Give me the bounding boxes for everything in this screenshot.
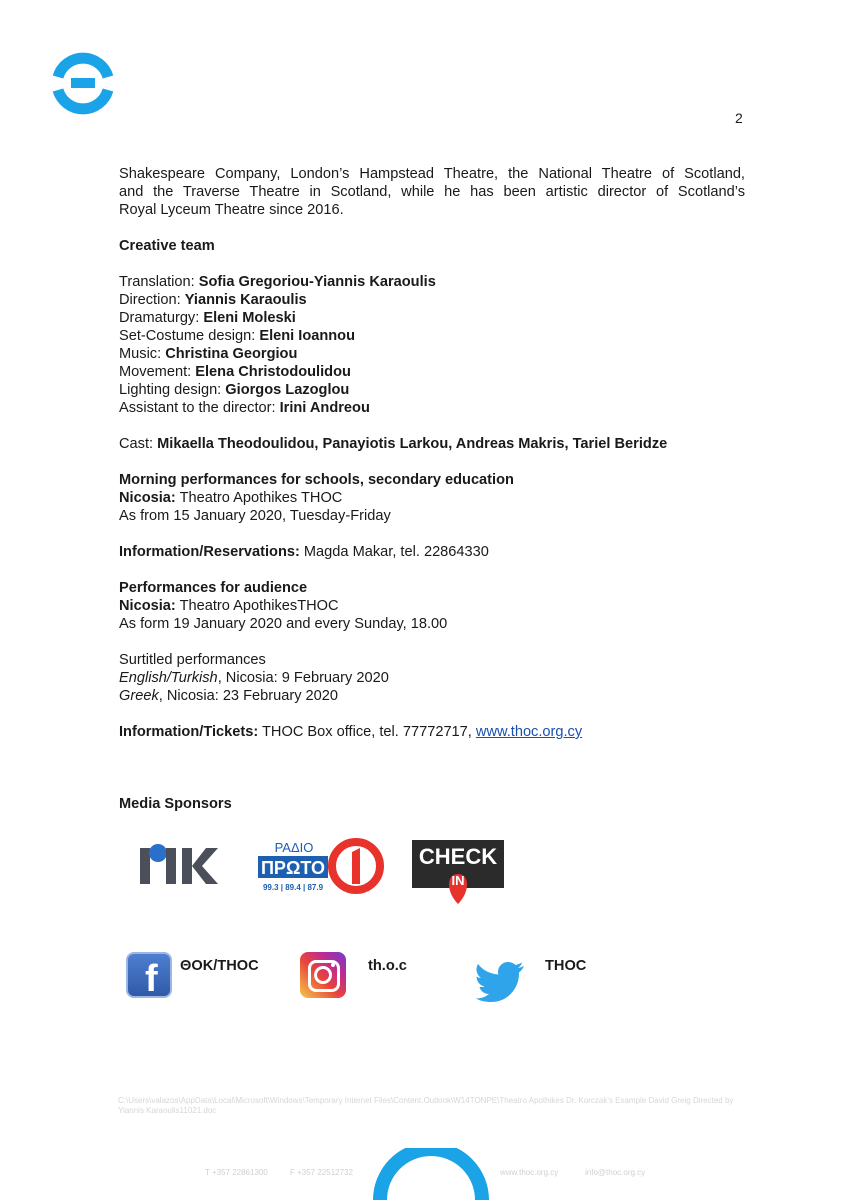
role-movement: Movement: Elena Christodoulidou — [119, 364, 351, 380]
surtitled-english-turkish: English/Turkish, Nicosia: 9 February 2020 — [119, 670, 389, 686]
cast-line: Cast: Mikaella Theodoulidou, Panayiotis Larkou, Andreas Makris, Tariel Beridze — [119, 436, 668, 452]
audience-performances-heading: Performances for audience — [119, 580, 308, 596]
instagram-icon[interactable] — [300, 952, 346, 998]
check-in-top-text: CHECK — [418, 844, 498, 869]
footer-telephone: T +357 22861300 — [205, 1168, 268, 1177]
school-dates: As from 15 January 2020, Tuesday-Friday — [119, 508, 391, 524]
intro-line-2: and the Traverse Theatre in Scotland, while he has been artistic director of Scotland’s — [119, 184, 745, 200]
tickets-line: Information/Tickets: THOC Box office, tel. 77772717, www.thoc.org.cy — [119, 724, 583, 740]
footer-thoc-logo — [372, 1148, 490, 1200]
role-assistant: Assistant to the director: Irini Andreou — [119, 400, 370, 416]
footer-email: info@thoc.org.cy — [585, 1168, 646, 1177]
school-venue: Nicosia: Theatro Apothikes THOC — [119, 490, 343, 506]
radio-frequencies: 99.3 | 89.4 | 87.9 — [262, 883, 324, 892]
thoc-logo — [50, 50, 116, 116]
twitter-handle: THOC — [545, 958, 587, 974]
role-music: Music: Christina Georgiou — [119, 346, 298, 362]
radio-proto-logo — [256, 838, 384, 896]
page-number: 2 — [735, 110, 743, 126]
audience-dates: As form 19 January 2020 and every Sunday, 18.00 — [119, 616, 448, 632]
role-set-costume: Set-Costume design: Eleni Ioannou — [119, 328, 356, 344]
intro-line-1: Shakespeare Company, London’s Hampstead Theatre, the National Theatre of Scotland, — [119, 166, 745, 182]
radio-name: ΠΡΩΤΟ — [260, 858, 326, 878]
role-translation: Translation: Sofia Gregoriou-Yiannis Karaoulis — [119, 274, 436, 290]
surtitled-heading: Surtitled performances — [119, 652, 266, 668]
creative-team-heading: Creative team — [119, 238, 215, 254]
facebook-handle: ΘΟΚ/THOC — [180, 958, 259, 974]
media-sponsors-heading: Media Sponsors — [119, 796, 232, 812]
footer-fax: F +357 22512732 — [290, 1168, 353, 1177]
role-dramaturgy: Dramaturgy: Eleni Moleski — [119, 310, 296, 326]
footer-file-path: C:\Users\valazos\AppData\Local\Microsoft\Windows\Temporary Internet Files\Content.Outlook\W14TONPE\Theatro Apothikes Dr. Korczak's Example David Greig Directed by Yiannis Karaoulis11021.doc — [118, 1096, 734, 1115]
reservations-line: Information/Reservations: Magda Makar, tel. 22864330 — [119, 544, 489, 560]
audience-venue: Nicosia: Theatro ApothikesTHOC — [119, 598, 339, 614]
thoc-website-link[interactable]: www.thoc.org.cy — [475, 724, 583, 740]
intro-line-3: Royal Lyceum Theatre since 2016. — [119, 202, 344, 218]
facebook-icon[interactable]: f — [126, 952, 172, 998]
radio-word: ΡΑΔΙΟ — [274, 840, 314, 855]
role-direction: Direction: Yiannis Karaoulis — [119, 292, 307, 308]
check-in-bottom-text: IN — [451, 873, 465, 888]
rik-logo — [138, 842, 220, 886]
surtitled-greek: Greek, Nicosia: 23 February 2020 — [119, 688, 339, 704]
twitter-icon[interactable] — [476, 960, 526, 1002]
role-lighting: Lighting design: Giorgos Lazoglou — [119, 382, 350, 398]
instagram-handle: th.o.c — [368, 958, 407, 974]
check-in-logo — [412, 840, 504, 906]
footer-website: www.thoc.org.cy — [500, 1168, 559, 1177]
school-performances-heading: Morning performances for schools, secondary education — [119, 472, 514, 488]
document-body — [119, 165, 745, 741]
